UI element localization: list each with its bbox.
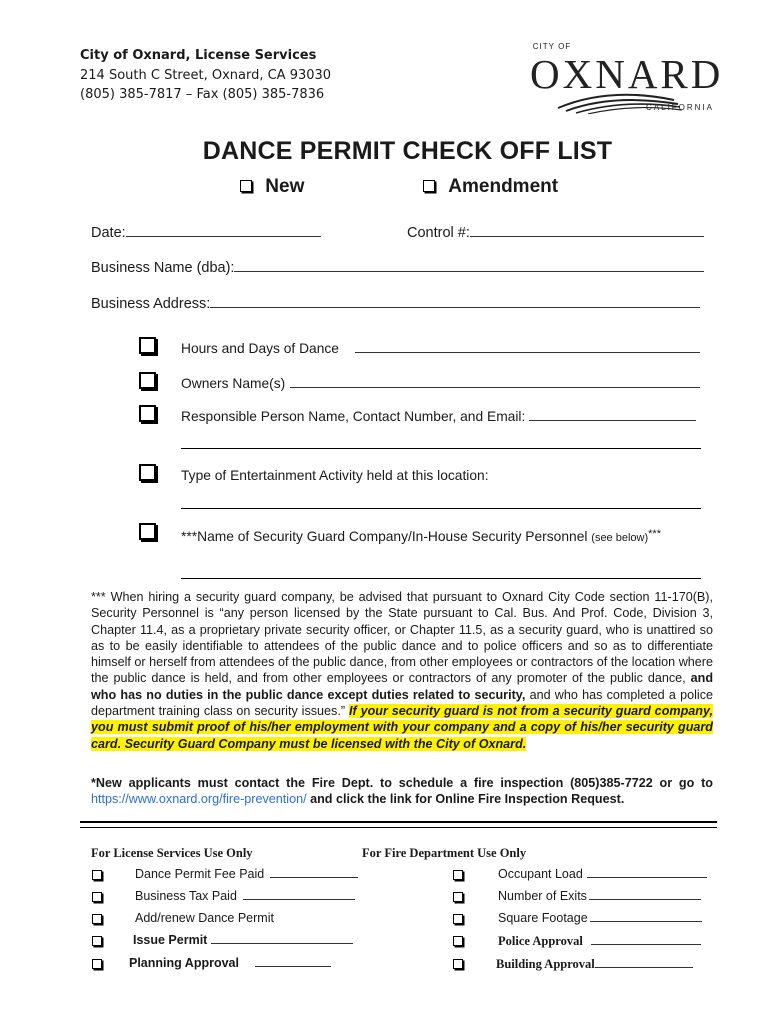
fire-notice-text: *New applicants must contact the Fire Dept. to schedule a fire inspection (805)385-7722 or go to [91, 776, 713, 790]
logo-california: CALIFORNIA [646, 103, 715, 112]
checkbox-issue-permit[interactable] [92, 936, 102, 946]
footage-line[interactable] [590, 921, 702, 922]
checklist-item-label: Responsible Person Name, Contact Number, and Email: [181, 409, 526, 424]
business-address-label: Business Address: [91, 296, 211, 312]
page-title: DANCE PERMIT CHECK OFF LIST [202, 137, 613, 165]
entertainment-line[interactable] [181, 508, 701, 509]
business-address-field[interactable] [91, 296, 700, 312]
date-label: Date: [91, 225, 126, 241]
ls-item-renew: Add/renew Dance Permit [135, 911, 274, 925]
responsible-line-2[interactable] [181, 448, 701, 449]
checklist-item-entertainment: Type of Entertainment Activity held at this location: [181, 468, 489, 483]
fd-item-label: Occupant Load [498, 867, 583, 881]
checklist-item-label: Owners Name(s) [181, 376, 286, 391]
checkbox-owners[interactable] [139, 372, 156, 389]
fd-item-police [498, 934, 701, 949]
business-name-label: Business Name (dba): [91, 260, 235, 276]
ls-item-label: Planning Approval [129, 956, 239, 970]
checklist-item-label: Hours and Days of Dance [181, 341, 339, 356]
ls-item-label: Issue Permit [133, 933, 208, 947]
ls-item-planning [129, 956, 331, 970]
security-notice [91, 589, 713, 752]
fee-line[interactable] [270, 877, 358, 878]
checkbox-entertainment[interactable] [139, 464, 156, 481]
checkbox-hours[interactable] [139, 337, 156, 354]
business-name-line[interactable] [234, 271, 704, 272]
checklist-item-hours [181, 341, 700, 356]
checkbox-renew[interactable] [92, 914, 102, 924]
ls-item-tax [135, 889, 355, 903]
option-new[interactable] [240, 176, 304, 198]
checkbox-security[interactable] [139, 523, 156, 540]
date-field[interactable] [91, 225, 321, 241]
date-line[interactable] [126, 236, 321, 237]
notice-highlight: If your security guard is not from a security guard company, you must submit proof of his/her employment with your company and a copy of his/her security guard card. Security Guard Company must be licensed with the City of Oxnard. [91, 704, 714, 751]
fire-prevention-link[interactable]: https://www.oxnard.org/fire-prevention/ [91, 792, 307, 807]
checkbox-exits[interactable] [453, 892, 463, 902]
checkbox-icon[interactable] [423, 180, 435, 192]
ls-item-issue [133, 933, 353, 947]
exits-line[interactable] [589, 899, 701, 900]
fire-notice-end: and click the link for Online Fire Inspection Request. [310, 792, 625, 807]
checkbox-responsible[interactable] [139, 405, 156, 422]
fd-item-label: Square Footage [498, 911, 588, 925]
divider-top [80, 821, 717, 823]
org-phone: (805) 385-7817 – Fax (805) 385-7836 [80, 87, 325, 102]
control-label: Control #: [407, 225, 470, 241]
owners-line[interactable] [290, 387, 700, 388]
fd-item-label: Number of Exits [498, 889, 587, 903]
issue-line[interactable] [211, 943, 353, 944]
logo-city-of: CITY OF [532, 42, 572, 51]
hours-line[interactable] [355, 352, 700, 353]
business-address-line[interactable] [210, 307, 700, 308]
checklist-item-owners [181, 376, 700, 391]
fd-item-footage [498, 911, 702, 925]
police-line[interactable] [591, 944, 701, 945]
checkbox-square-footage[interactable] [453, 914, 463, 924]
option-new-label: New [265, 176, 305, 197]
control-field[interactable] [407, 225, 704, 241]
license-services-heading: For License Services Use Only [91, 846, 253, 860]
tax-line[interactable] [243, 899, 355, 900]
notice-bold-text: and who has no duties in the public dance except duties related to security, [91, 671, 714, 702]
occupant-line[interactable] [587, 877, 707, 878]
asterisks: *** [648, 528, 661, 540]
option-amendment[interactable] [423, 176, 558, 198]
checkbox-occupant[interactable] [453, 870, 463, 880]
see-below-note: (see below) [591, 532, 649, 544]
checkbox-icon[interactable] [240, 180, 252, 192]
business-name-field[interactable] [91, 260, 704, 276]
checkbox-police[interactable] [453, 936, 463, 946]
checkbox-fee-paid[interactable] [92, 870, 102, 880]
building-line[interactable] [595, 967, 693, 968]
oxnard-logo [528, 42, 724, 114]
checkbox-building[interactable] [453, 959, 463, 969]
fd-item-label: Building Approval [496, 957, 595, 971]
option-amendment-label: Amendment [448, 176, 559, 197]
org-address: 214 South C Street, Oxnard, CA 93030 [80, 68, 332, 83]
divider-bottom [80, 827, 717, 828]
checklist-item-security [181, 528, 661, 544]
notice-end-text: and who has completed a police department training class on security issues.” [91, 687, 713, 719]
checkbox-planning[interactable] [92, 959, 102, 969]
checklist-item-label: ***Name of Security Guard Company/In-House Security Personnel [181, 529, 588, 544]
notice-text: *** When hiring a security guard company, be advised that pursuant to Oxnard City Code section 11-170(B), Security Personnel is “any person licensed by the State pursuant to Cal. Bus. And Prof. Code, Division 3, Chapter 11.4, as a proprietary private security officer, or Chapter 11.5, as a security guard, who is unattired so as to be easily identifiable to attendees of the public dance and to police officers and so as to differentiate himself or herself from attendees of the public dance, from other employees or contractors of the location where the public dance is held, and from other employees or contractors of any promoter of the public dance, [91, 590, 713, 686]
fire-dept-heading: For Fire Department Use Only [362, 846, 527, 860]
fd-item-occupant [498, 867, 707, 881]
checkbox-business-tax[interactable] [92, 892, 102, 902]
responsible-line[interactable] [529, 420, 696, 421]
fd-item-building [496, 957, 693, 972]
checklist-item-responsible [181, 409, 696, 424]
ls-item-fee [135, 867, 358, 881]
security-line[interactable] [181, 578, 701, 579]
logo-name: OXNARD [530, 51, 724, 97]
fd-item-label: Police Approval [498, 934, 583, 948]
fire-notice [91, 775, 713, 808]
ls-item-label: Business Tax Paid [135, 889, 237, 903]
control-line[interactable] [470, 236, 704, 237]
fd-item-exits [498, 889, 701, 903]
planning-line[interactable] [255, 966, 331, 967]
ls-item-label: Dance Permit Fee Paid [135, 867, 265, 881]
org-name: City of Oxnard, License Services [80, 48, 317, 63]
